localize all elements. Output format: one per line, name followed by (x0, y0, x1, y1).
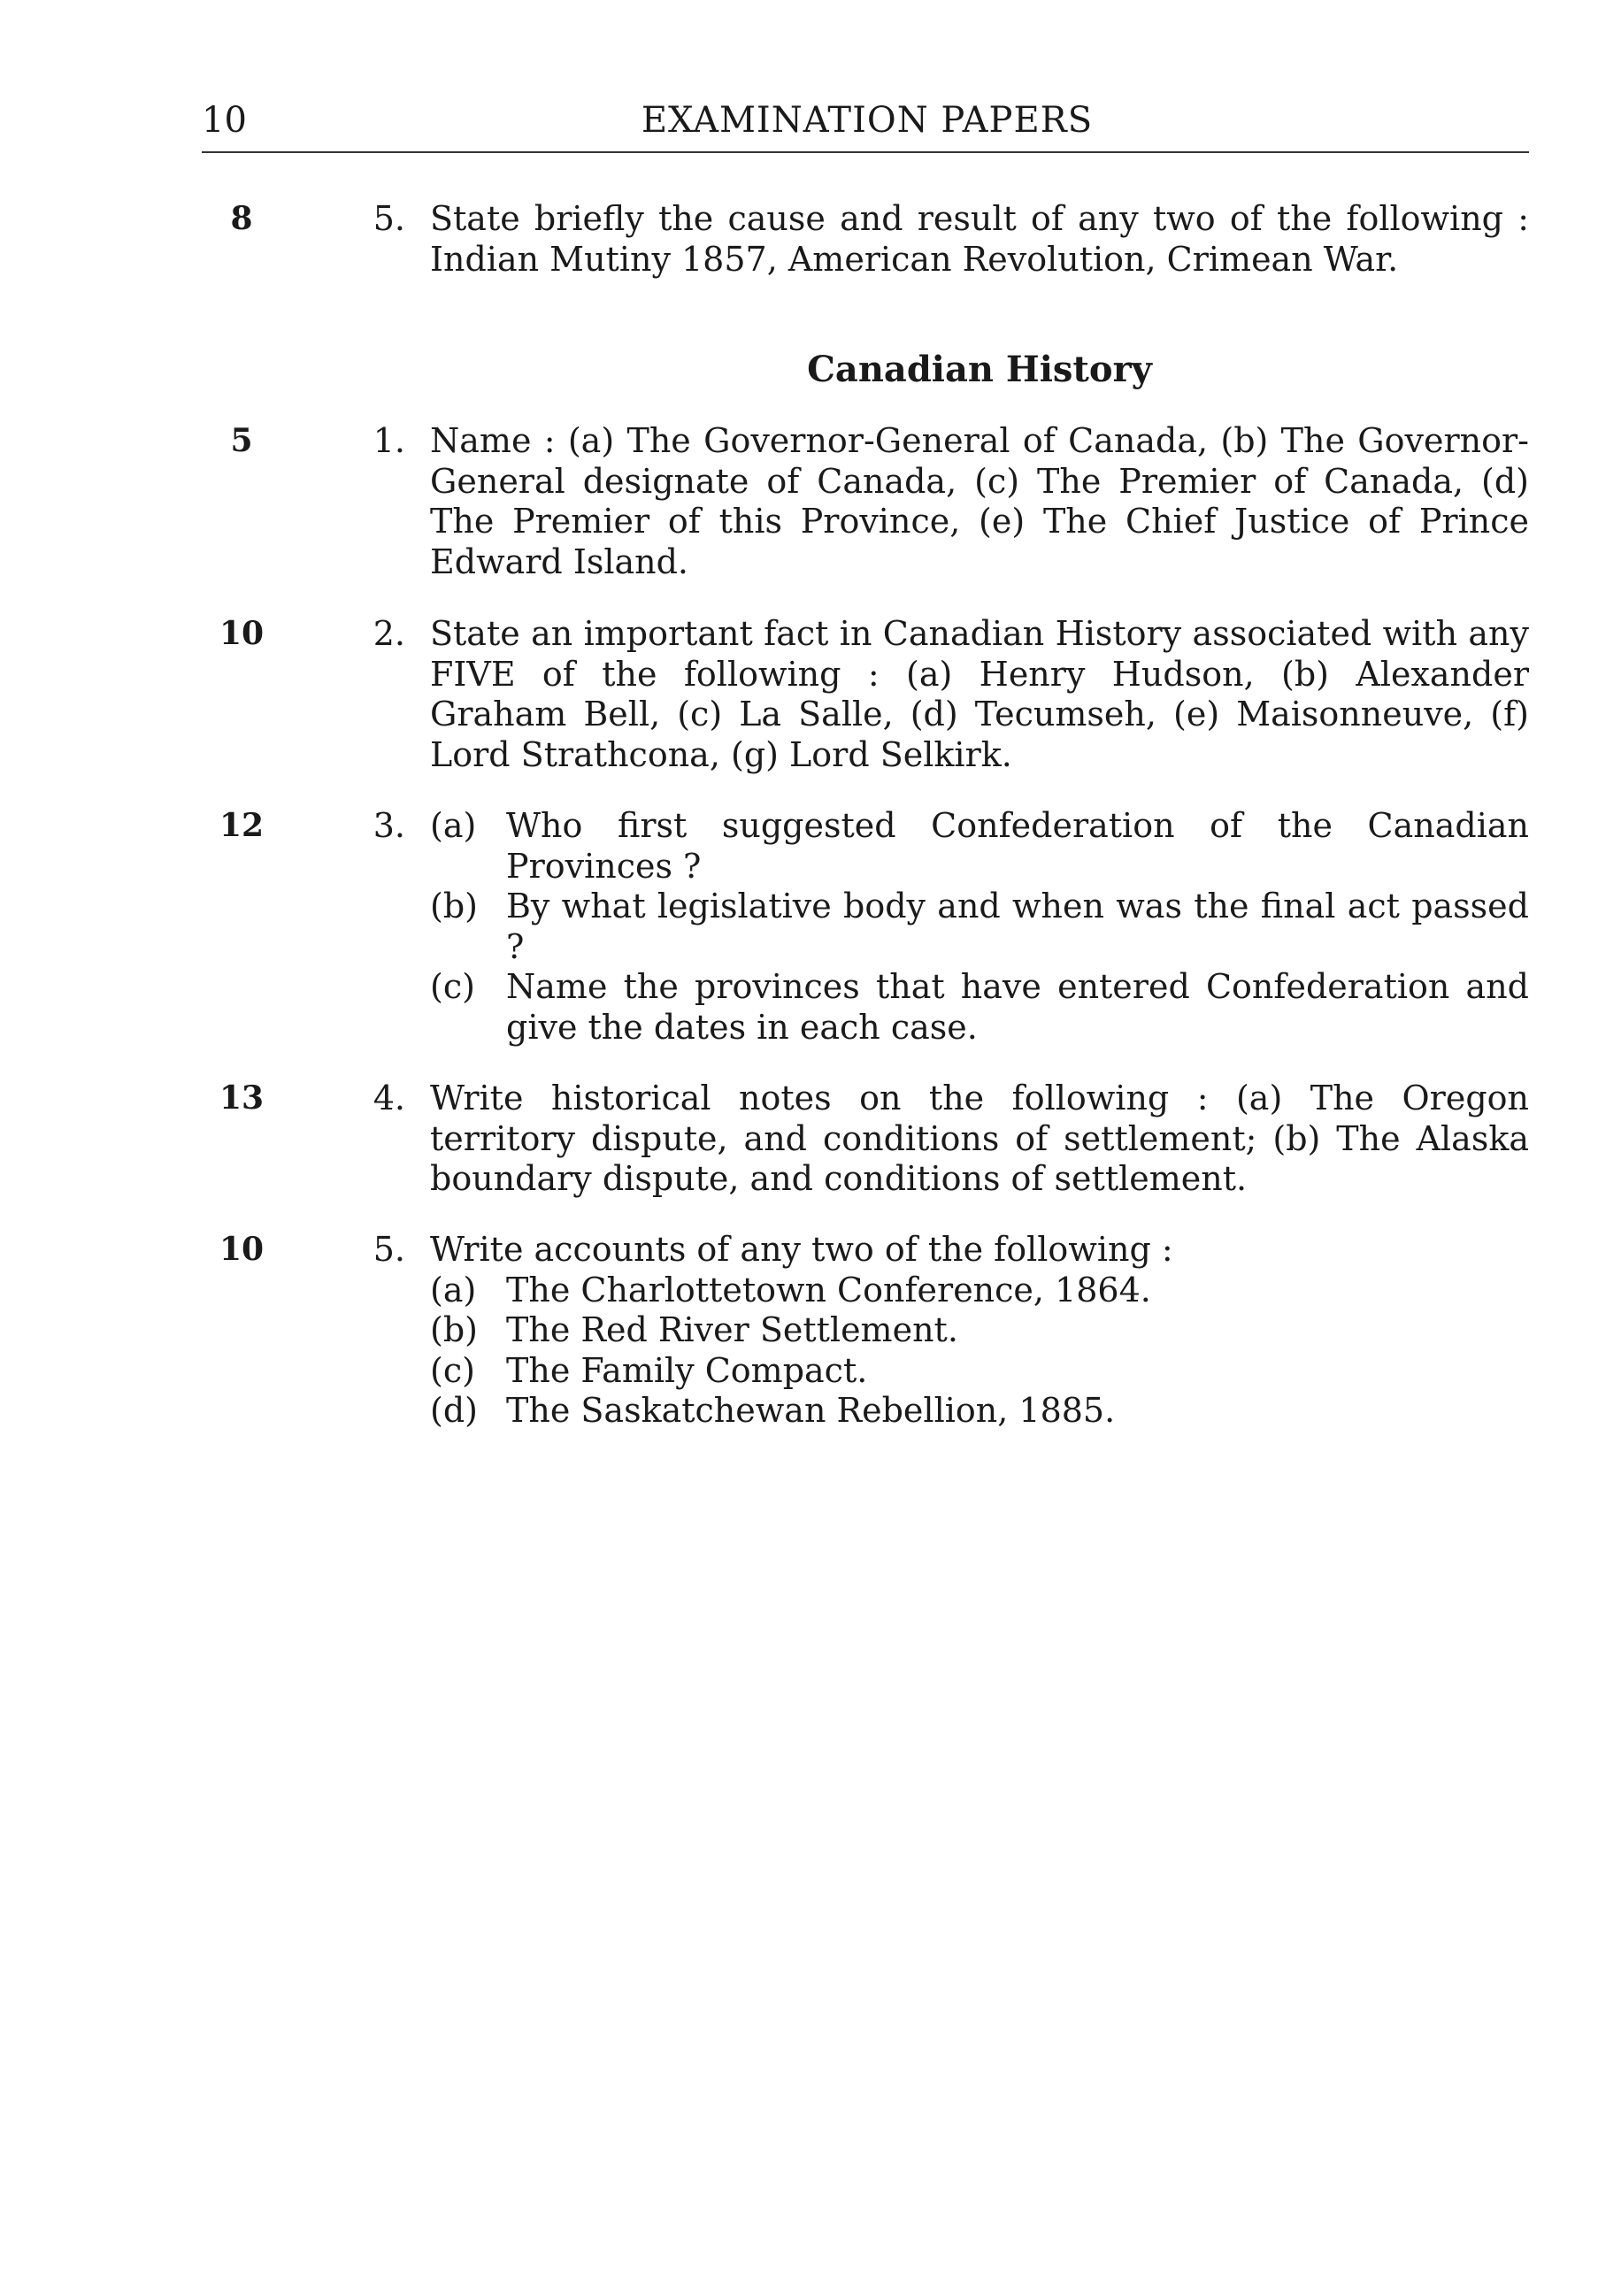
question-carryover (202, 199, 1529, 280)
question-4 (202, 1079, 1529, 1200)
question-number: 4. (373, 1079, 405, 1117)
header-rule (202, 151, 1529, 153)
question-number: 5. (373, 1230, 405, 1269)
section-title: Canadian History (807, 349, 1152, 390)
question-number: 2. (373, 614, 405, 653)
question-text: Write accounts of any two of the following : (430, 1230, 1173, 1269)
sub-text: The Family Compact. (506, 1350, 868, 1390)
marks: 12 (219, 807, 265, 844)
sub-text: Who first suggested Confederation of the Canadian Provinces ? (506, 806, 1529, 886)
question-text: State an important fact in Canadian History associated with any FIVE of the following : (a) Henry Hudson, (b) Alexander Graham Bell, (c) La Salle, (d) Tecumseh, (e) Maisonneuve, (f) Lord Strathcona, (g) Lord Selkirk. (430, 614, 1529, 774)
marks: 8 (230, 200, 253, 237)
marks: 13 (219, 1079, 265, 1117)
sub-label: (b) (430, 887, 478, 925)
marks: 5 (230, 422, 253, 459)
sub-label: (c) (430, 967, 475, 1006)
sub-label: (a) (430, 806, 477, 845)
running-title: EXAMINATION PAPERS (641, 100, 1094, 141)
sub-question (430, 1391, 1529, 1432)
sub-text: Name the provinces that have entered Confederation and give the dates in each case. (506, 967, 1529, 1047)
sub-text: By what legislative body and when was the final act passed ? (506, 887, 1529, 966)
sub-question (430, 1271, 1529, 1311)
sub-question (430, 887, 1529, 967)
sub-text: The Saskatchewan Rebellion, 1885. (506, 1391, 1116, 1430)
question-text: State briefly the cause and result of any two of the following : Indian Mutiny 1857, American Revolution, Crimean War. (430, 199, 1529, 279)
sub-label: (b) (430, 1310, 478, 1349)
question-2 (202, 614, 1529, 775)
sub-text: The Red River Settlement. (506, 1310, 958, 1349)
sub-label: (d) (430, 1391, 478, 1430)
question-number: 3. (373, 806, 405, 845)
question-1 (202, 421, 1529, 582)
sub-question (430, 1351, 1529, 1392)
sub-label: (a) (430, 1270, 477, 1309)
marks: 10 (219, 1231, 265, 1268)
question-number: 5. (373, 199, 405, 238)
question-text: Name : (a) The Governor-General of Canada, (b) The Governor-General designate of Canada, (c) The Premier of Canada, (d) The Premier of this Province, (e) The Chief Justice of Prince Edward Island. (430, 421, 1529, 581)
question-number: 1. (373, 421, 405, 460)
sub-text: The Charlottetown Conference, 1864. (506, 1270, 1151, 1309)
page-number: 10 (202, 100, 247, 141)
question-text: Write historical notes on the following : (a) The Oregon territory dispute, and conditions of settlement; (b) The Alaska boundary dispute, and conditions of settlement. (430, 1079, 1529, 1198)
sub-label: (c) (430, 1350, 475, 1390)
sub-question (430, 1310, 1529, 1351)
sub-question (430, 967, 1529, 1048)
sub-question (430, 806, 1529, 887)
marks: 10 (219, 615, 265, 652)
question-5 (202, 1230, 1529, 1432)
question-3 (202, 806, 1529, 1048)
